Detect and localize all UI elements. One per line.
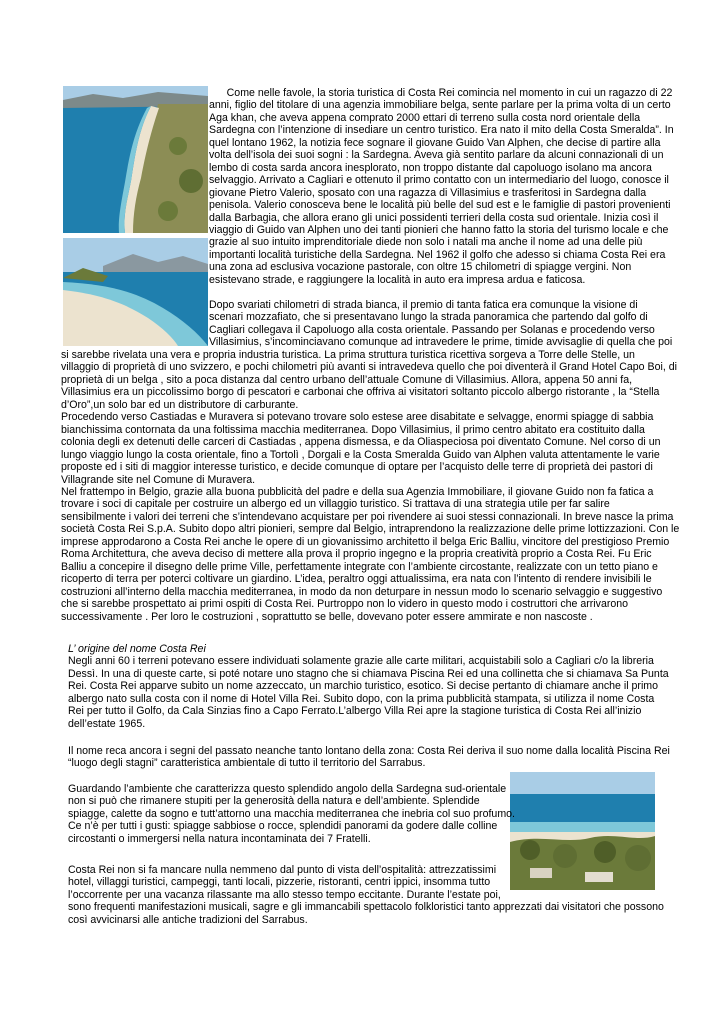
text-line: non si può che rimanere stupiti per la generosità della natura e dell’ambiente. Splendide [68,795,480,808]
text-line: “luogo degli stagni” caratteristica ambientale di tutto il territorio del Sarrabus. [68,757,426,770]
text-line: costruzioni all’interno della macchia mediterranea, in modo da non deturpare in nessun modo lo scenario selvaggio e suggestivo [61,585,663,598]
text-line: Nel frattempo in Belgio, grazie alla buona pubblicità del padre e della sua Agenzia Immobiliare, il giovane Guido non fa fatica a [61,485,654,498]
text-line: che si sarebbe prospettato ai primi ospiti di Costa Rei. Purtroppo non lo videro in questo modo i costruttori che arrivarono [61,598,629,611]
text-line: dell’estate 1965. [68,717,146,730]
text-line: Villasimius, s’incominciavano comunque ad intravedere le prime, timide avvisaglie di quella che poi [209,336,673,349]
history-paragraph [61,349,679,623]
text-line: Ce n’è per tutti i gusti: spiagge sabbiose o rocce, splendidi panorami da godere dalle colline [68,820,498,833]
name-origin-section [68,643,669,730]
text-line: colonia degli ex detenuti delle carceri di Castiadas , appena dismessa, e da Oliaspeciosa poi diventato Comune. Nel corso di un [61,436,661,449]
text-line: Aga khan, che aveva appena comprato 2000 ettari di terreno sulla costa nord orientale della [209,111,641,124]
beach-photo [63,238,208,346]
hospitality-paragraph [68,864,664,926]
text-line: Sardegna con l’intenzione di insediare un centro turistico. Era nato il mito della Costa Smeralda”. In [209,124,674,137]
text-line: importanti località turistiche della Sardegna. Nel 1962 il golfo che adesso si chiama Costa Rei era [209,248,666,261]
text-line: proposte ed i siti di maggior interesse turistico, e decide comunque di optare per l’acquisto delle terre di proprietà dei pastori di [61,461,653,474]
text-line: d’Oro”,un solo bar ed un distributore di carburante. [61,398,299,411]
text-line: quel lontano 1962, la notizia fece sognare il giovane Guido Van Alphen, che decise di partire alla [209,136,661,149]
text-line: circostanti o immergersi nella natura incontaminata dei 7 Fratelli. [68,832,371,845]
text-line: Guardando l’ambiente che caratterizza questo splendido angolo della Sardegna sud-orientale [68,783,507,795]
text-line: Dessì. In una di queste carte, si poté notare uno stagno che si chiamava Piscina Rei ed una collinetta che si chiamava Sa Punta [68,667,669,680]
text-line: trovare i soci di capitale per costruire un albergo ed un villaggio turistico. Si trattava di una strategia utile per far salire [61,498,610,511]
text-line: Negli anni 60 i terreni potevano essere individuati solamente grazie alle carte militari, acquistabili solo a Cagliari c/o la libreria [68,655,654,668]
text-line: Balliu a concepire il disegno delle prime Ville, perfettamente integrate con l’ambiente circostante, realizzate con un tetto piano e [61,560,658,573]
text-line: Rei. Costa Rei apparve subito un nome azzeccato, un marchio turistico, esotico. Si decise pertanto di chiamare anche il primo [68,680,659,693]
text-line: scenari mozzafiato, che si presentavano lungo la strada panoramica che partendo dal golfo di [209,311,648,324]
environment-paragraph [68,783,515,845]
text-line: giovane Pietro Valerio, sposato con una ragazza di Villasimius e trasferitosi in Sardegna dalla [209,186,647,199]
text-line: Costa Rei non si fa mancare nulla nemmeno dal punto di vista dell’ospitalità: attrezzatissimi [68,864,497,876]
text-line: si sarebbe rivelata una vera e propria industria turistica. La prima struttura turistica ricettiva sorgeva a Torre delle Stelle, un [61,349,635,361]
text-line: anni, figlio del titolare di una agenzia immobiliare belga, sente parlare per la prima volta di un certo [209,99,671,112]
text-line: sensibilmente i valori dei terreni che s’intendevano acquistare per poi rivendere ai suoi stessi connazionali. In breve nasce la prima [61,510,674,523]
text-line: società Costa Rei S.p.A. Subito dopo altri pionieri, sempre dal Belgio, intraprendono la realizzazione delle prime lottizzazioni. Con le [61,523,680,536]
text-line: Rei per tutto il Golfo, da Cala Sinzias fino a Capo Ferrato.L’albergo Villa Rei apre la stagione turistica di Costa Rei all’inizio [68,705,642,718]
text-line: spiagge, calette da sogno e tutt’attorno una macchia mediterranea che inebria col suo profumo. [68,807,515,820]
text-line: hotel, villaggi turistici, campeggi, tanti locali, pizzerie, ristoranti, centri ippici, insomma tutto [68,876,491,889]
section-heading: L’ origine del nome Costa Rei [68,643,206,655]
history-paragraph-head [209,299,672,349]
text-line: penisola. Valerio conosceva bene le località più belle del sud est e le famiglie di pastori provenienti [209,199,671,212]
text-line: una zona ad esclusiva vocazione pastorale, con oltre 15 chilometri di spiagge vergini. Non [209,261,632,274]
text-line: Villasimius era un piccolissimo borgo di pescatori e carbonai che offriva ai visitatori soltanto piccolo albergo ristorante , la “Stella [61,386,660,399]
intro-paragraph [209,87,674,286]
text-line: Villagrande site nel Comune di Muravera. [61,473,256,486]
text-line: selvaggio. Arrivato a Cagliari e ottenuto il primo contatto con un intermediario del luogo, conosce il [209,174,669,187]
text-line: lembo di costa sarda ancora inesplorato, non troppo distante dal capoluogo isolano ma ancora [209,161,652,174]
text-line: sono frequenti manifestazioni musicali, sagre e gli immancabili spettacolo folkloristici tanto apprezzati dai visitatori che possono [68,901,664,914]
text-line: esistevano strade, e raggiungere la località in auto era impresa ardua e faticosa. [209,273,586,286]
text-line: Cagliari collegava il Capoluogo alla costa orientale. Passando per Solanas e procedendo verso [209,323,655,336]
aerial-coast-photo [63,86,208,233]
text-line: ricoperto di terra per poterci coltivare un giardino. L’idea, peraltro oggi attualissima, era nata con l’intento di rendere invisibili le [61,573,652,586]
text-line: così avvicinarsi alle antiche tradizioni del Sarrabus. [68,913,308,926]
text-line: grazie al suo intuito imprenditoriale diede non solo i natali ma anche il nome ad una delle più [209,236,643,249]
text-line: viaggio di Guido van Alphen uno dei tanti pionieri che hanno fatto la storia del turismo locale e che [209,223,669,236]
text-line: villaggio di proprietà di uno svizzero, e pochi chilometri più avanti si intravedeva quello che poi diventerà il Grand Hotel Capo Boi, di [61,361,677,374]
text-line: lungo viaggio lungo la costa orientale, fino a Tortolì , Dorgali e la Costa Smeralda Guido van Alphen valuta attentamente le varie [61,448,660,461]
text-line: albergo nato sulla costa con il nome di Hotel Villa Rei. Subito dopo, con la prima pubblicità stampata, si utilizza il nome Costa [68,692,655,705]
text-line: Roma Architettura, che aveva deciso di mettere alla prova il proprio ingegno e la propria creatività proprio a Costa Rei. Fu Eric [61,548,652,561]
name-meaning-paragraph [68,745,670,770]
text-line: imprese approdarono a Costa Rei anche le opere di un giovanissimo architetto il belga Eric Balliu, vincitore del prestigioso Premio [61,535,670,548]
text-line: Il nome reca ancora i segni del passato neanche tanto lontano della zona: Costa Rei deriva il suo nome dalla località Piscina Rei [68,745,670,757]
text-line: bianchissima contornata da una foltissima macchia mediterranea. Dopo Villasimius, il primo centro abitato era costituito dalla [61,423,645,436]
text-line: volta dell’isola dei suoi sogni : la Sardegna. Aveva già sentito parlare da alcuni connazionali di un [209,149,664,162]
text-line: dalla Barbagia, che allora erano gli unici possidenti terrieri della costa sud orientale. Inizia così il [209,211,659,224]
text-line: Dopo svariati chilometri di strada bianca, il premio di tanta fatica era comunque la visione di [209,299,638,311]
text-line: Procedendo verso Castiadas e Muravera si potevano trovare solo estese aree disabitate e selvagge, enormi spiagge di sabbia [61,411,654,424]
text-line: successivamente . Per loro le costruzioni , soprattutto se belle, dovevano poter essere ammirate e non nascoste . [61,610,593,623]
text-line: l’occorrente per una vacanza rilassante ma allo stesso tempo eccitante. Durante l’estate poi, [68,888,501,901]
text-line: Come nelle favole, la storia turistica di Costa Rei comincia nel momento in cui un ragazzo di 22 [209,87,673,99]
text-line: proprietà di un belga , sito a poca distanza dal centro urbano dell’attuale Comune di Villasimius. Allora, appena 50 anni fa, [61,373,633,386]
